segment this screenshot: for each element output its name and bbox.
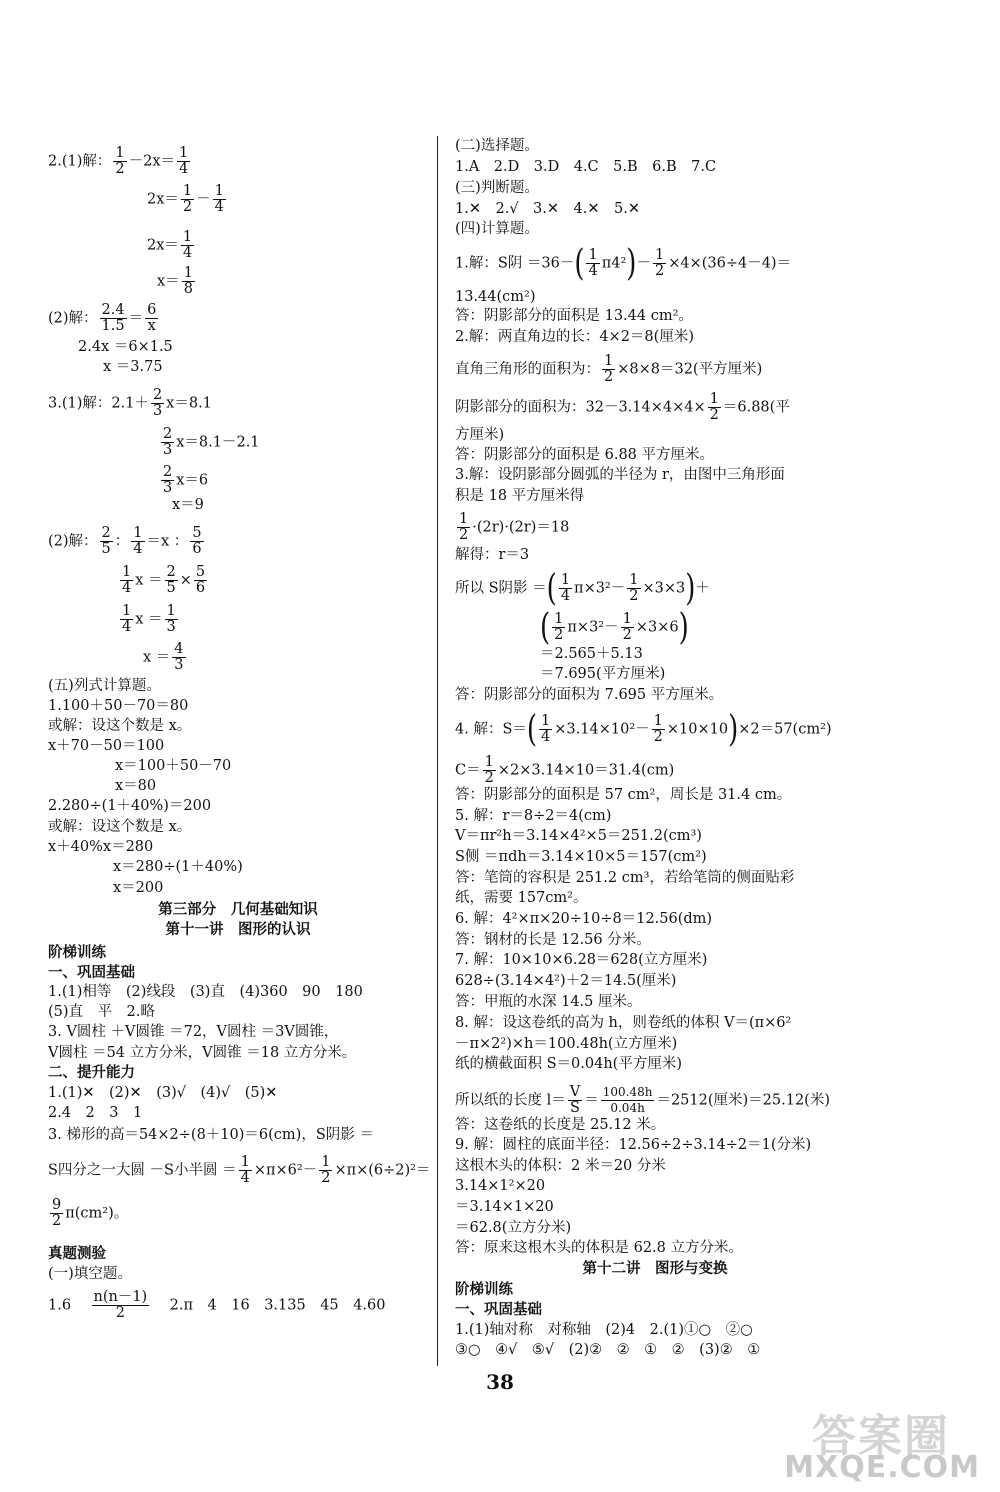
calc-line: ＝2.565＋5.13: [540, 646, 643, 662]
calc-line: 直角三角形的面积为： $\frac{1}{2}$ ×8×8＝32(平方厘米): [455, 353, 763, 385]
calc-title: (四)计算题。: [455, 221, 539, 237]
s5-line: x＋70－50＝100: [48, 738, 165, 754]
calc-line: －π×2²)×h＝100.48h(立方厘米): [455, 1036, 678, 1052]
q3-1-eq2: $\frac{2}{3}$ x＝8.1－2.1: [163, 426, 260, 458]
calc-line: 所以纸的长度 l＝ $\frac{V}{S}$ ＝ $\frac{100.48h}{0.04h}$ ＝2512(厘米)＝25.12(米): [455, 1084, 830, 1116]
calc-line: 答：阴影部分的面积是 13.44 cm²。: [455, 308, 693, 324]
calc-line: 13.44(cm²): [455, 289, 536, 305]
calc-line: 方厘米): [455, 427, 505, 443]
watermark-site: MXQE.COM: [784, 1450, 980, 1485]
calc-line: 答：笔筒的容积是 251.2 cm³，若给笔筒的侧面贴彩: [455, 870, 795, 886]
calc-line: 答：这卷纸的长度是 25.12 米。: [455, 1117, 666, 1133]
s5-line: x＝80: [115, 778, 157, 794]
section-heading: 一、巩固基础: [48, 964, 135, 981]
answer-line: ③○ ④√ ⑤√ (2)② ② ① ② (3)② ①: [455, 1342, 761, 1358]
q2-1-eq3: 2x＝ $\frac{1}{4}$: [147, 229, 193, 261]
choice-title: (二)选择题。: [455, 138, 539, 154]
q2-1-eq4: x＝ $\frac{1}{8}$: [157, 265, 193, 297]
answer-line: 3. V圆柱 ＋V圆锥 ＝72，V圆柱 ＝3V圆锥，: [48, 1024, 339, 1040]
calc-line: 所以 S阴影 ＝( $\frac{1}{4}$ π×3²－ $\frac{1}{2}$ ×3×3)＋: [455, 567, 710, 610]
lecture-11-title: 第十一讲 图形的认识: [165, 921, 311, 938]
calc-line: 4. 解：S＝( $\frac{1}{4}$ ×3.14×10²－ $\frac{1}{2}$ ×10×10)×2＝57(cm²): [455, 708, 832, 751]
q3-2-eq2: $\frac{1}{4}$ x ＝ $\frac{2}{5}$ × $\frac{5}{6}$: [122, 564, 206, 596]
q2-2-eq3: x ＝3.75: [103, 359, 163, 375]
q3-1-eq3: $\frac{2}{3}$ x＝6: [163, 464, 209, 496]
s5-line: 或解：设这个数是 x。: [48, 819, 192, 835]
lecture-12-title: 第十二讲 图形与变换: [582, 1260, 728, 1277]
calc-line: V＝πr²h＝3.14×4²×5＝251.2(cm³): [455, 828, 702, 844]
answer-line: $\frac{9}{2}$ π(cm²)。: [52, 1197, 129, 1229]
q3-1-eq4: x＝9: [172, 497, 204, 513]
answer-line: S四分之一大圆 －S小半圆 ＝ $\frac{1}{4}$ ×π×6²－ $\frac{1}{2}$ ×π×(6÷2)²＝: [48, 1154, 431, 1186]
calc-line: 这根木头的体积：2 米＝20 分米: [455, 1158, 666, 1174]
q2-1-eq2: 2x＝ $\frac{1}{2}$ － $\frac{1}{4}$: [147, 183, 224, 215]
q3-2-eq1: (2)解： $\frac{2}{5}$ ： $\frac{1}{4}$ ＝x ： $\frac{5}{6}$: [48, 525, 202, 557]
answer-line: (5)直 平 2.略: [48, 1004, 155, 1020]
calc-line: ＝3.14×1×20: [455, 1199, 554, 1215]
s5-line: x＝100＋50－70: [115, 758, 232, 774]
ladder-training-heading: 阶梯训练: [48, 944, 106, 961]
calc-line: 答：阴影部分的面积为 7.695 平方厘米。: [455, 687, 724, 703]
calc-line: 5. 解：r＝8÷2＝4(cm): [455, 808, 612, 824]
calc-line: C＝ $\frac{1}{2}$ ×2×3.14×10＝31.4(cm): [455, 754, 675, 786]
calc-line: 6. 解：4²×π×20÷10÷8＝12.56(dm): [455, 911, 713, 927]
page-number: 38: [486, 1370, 514, 1394]
calc-line: ＝62.8(立方分米): [455, 1220, 572, 1236]
calc-line: 解得：r＝3: [455, 547, 530, 563]
calc-line: $\frac{1}{2}$ ·(2r)·(2r)＝18: [459, 511, 570, 543]
calc-line: 7. 解：10×10×6.28＝628(立方厘米): [455, 952, 708, 968]
calc-line: 答：原来这根木头的体积是 62.8 立方分米。: [455, 1240, 744, 1256]
s5-line: 或解：设这个数是 x。: [48, 718, 192, 734]
q2-2-eq2: 2.4x ＝6×1.5: [78, 339, 173, 355]
q2-1-eq1: 2.(1)解： $\frac{1}{2}$ －2x＝ $\frac{1}{4}$: [48, 145, 189, 177]
judge-answers: 1.✕ 2.√ 3.✕ 4.✕ 5.✕: [455, 201, 641, 217]
q2-2-eq1: (2)解： $\frac{2.4}{1.5}$ ＝ $\frac{6}{x}$: [48, 302, 157, 334]
s5-line: 1.100＋50－70＝80: [48, 698, 189, 714]
section-5-title: (五)列式计算题。: [48, 678, 161, 694]
calc-line: 纸的横截面积 S＝0.04h(平方厘米): [455, 1056, 682, 1072]
answer-line: 1.(1)轴对称 对称轴 (2)4 2.(1)①○ ②○: [455, 1322, 753, 1338]
calc-line: 8. 解：设这卷纸的高为 h，则卷纸的体积 V＝(π×6²: [455, 1015, 792, 1031]
ladder-training-heading: 阶梯训练: [455, 1281, 513, 1298]
calc-line: 阴影部分的面积为：32－3.14×4×4× $\frac{1}{2}$ ＝6.88(平: [455, 391, 790, 423]
s5-line: x＝280÷(1＋40%): [113, 859, 243, 875]
calc-line: ( $\frac{1}{2}$ π×3²－ $\frac{1}{2}$ ×3×6): [540, 606, 689, 649]
answer-line: 1.(1)相等 (2)线段 (3)直 (4)360 90 180: [48, 984, 363, 1000]
section-heading: 二、提升能力: [48, 1064, 135, 1081]
answer-line: 1.(1)✕ (2)✕ (3)√ (4)√ (5)✕: [48, 1085, 278, 1101]
answer-line: 3. 梯形的高＝54×2÷(8＋10)＝6(cm)，S阴影 ＝: [48, 1127, 374, 1143]
calc-line: ＝7.695(平方厘米): [540, 666, 666, 682]
s5-line: 2.280÷(1＋40%)＝200: [48, 798, 212, 814]
choice-answers: 1.A 2.D 3.D 4.C 5.B 6.B 7.C: [455, 159, 717, 175]
calc-line: 纸，需要 157cm²。: [455, 890, 588, 906]
column-divider: [437, 136, 438, 1366]
calc-line: 答：阴影部分的面积是 6.88 平方厘米。: [455, 447, 715, 463]
calc-line: 628÷(3.14×4²)＋2＝14.5(厘米): [455, 973, 677, 989]
fill-blank-title: (一)填空题。: [48, 1266, 132, 1282]
calc-line: 积是 18 平方厘米得: [455, 488, 585, 504]
calc-line: 9. 解：圆柱的底面半径：12.56÷2÷3.14÷2＝1(分米): [455, 1137, 812, 1153]
calc-line: S侧 ＝πdh＝3.14×10×5＝157(cm²): [455, 849, 707, 865]
answer-line: 2.4 2 3 1: [48, 1105, 143, 1121]
real-test-heading: 真题测验: [48, 1245, 106, 1262]
q3-1-eq1: 3.(1)解：2.1＋ $\frac{2}{3}$ x＝8.1: [48, 387, 212, 419]
s5-line: x＝200: [113, 880, 164, 896]
calc-line: 2.解：两直角边的长：4×2＝8(厘米): [455, 329, 694, 345]
q3-2-eq3: $\frac{1}{4}$ x ＝ $\frac{1}{3}$: [122, 603, 176, 635]
q3-2-eq4: x ＝ $\frac{4}{3}$: [143, 641, 184, 673]
calc-line: 3.14×1²×20: [455, 1178, 546, 1194]
calc-1-line: 1.解：S阴 ＝36－( $\frac{1}{4}$ π4²)－ $\frac{1}{2}$ ×4×(36÷4－4)＝: [455, 242, 792, 285]
fill-blank-answers: 1.6 $\frac{n(n-1)}{2}$ 2.π 4 16 3.135 45 4.60: [48, 1289, 386, 1321]
calc-line: 答：钢材的长是 12.56 分米。: [455, 932, 651, 948]
section-heading: 一、巩固基础: [455, 1301, 542, 1318]
calc-line: 答：甲瓶的水深 14.5 厘米。: [455, 994, 642, 1010]
judge-title: (三)判断题。: [455, 180, 539, 196]
s5-line: x＋40%x＝280: [48, 839, 154, 855]
answer-line: V圆柱 ＝54 立方分米，V圆锥 ＝18 立方分米。: [48, 1045, 357, 1061]
calc-line: 答：阴影部分的面积是 57 cm²，周长是 31.4 cm。: [455, 787, 792, 803]
watermark-logo: 答案圈: [812, 1411, 950, 1462]
part-3-title: 第三部分 几何基础知识: [158, 901, 318, 918]
calc-line: 3.解：设阴影部分圆弧的半径为 r，由图中三角形面: [455, 467, 785, 483]
